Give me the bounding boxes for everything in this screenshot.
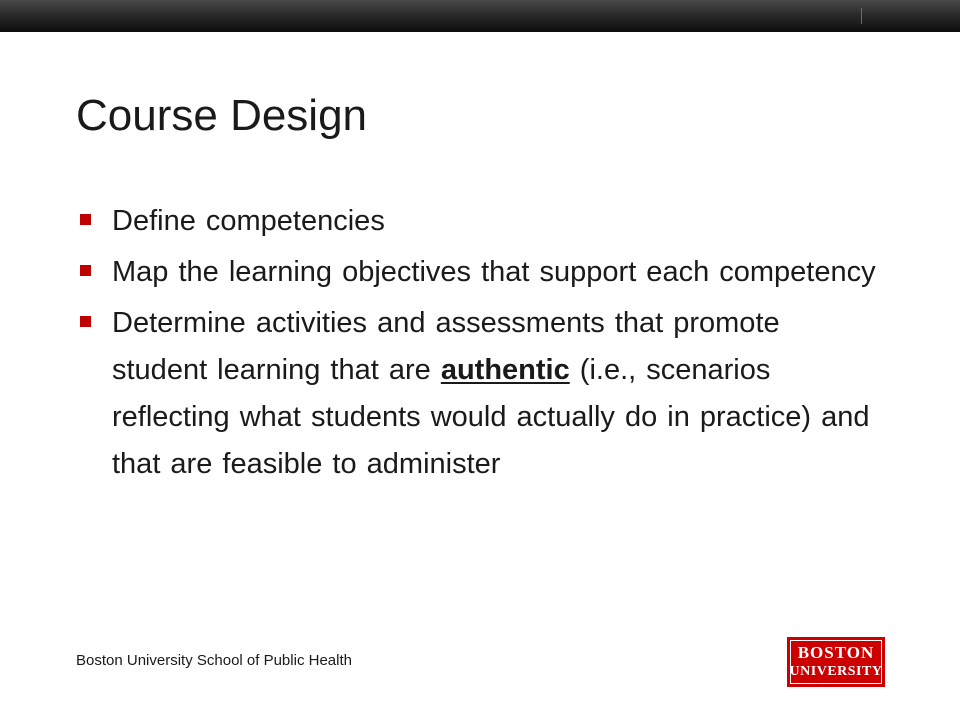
square-bullet-icon <box>80 316 91 327</box>
bullet-text-after: (i.e., scenarios reflecting what students would actually do in practice) and that are feasible to administer <box>112 354 870 480</box>
bullet-item <box>80 249 880 296</box>
square-bullet-icon <box>80 214 91 225</box>
square-bullet-icon <box>80 265 91 276</box>
logo-line-1: BOSTON <box>797 643 875 662</box>
bullet-emphasis: authentic <box>440 354 570 386</box>
bullet-text-before: Determine activities and assessments that promote student learning that are <box>112 307 780 386</box>
boston-university-logo <box>787 637 885 687</box>
bullet-item <box>80 198 880 245</box>
bullet-list <box>80 198 880 492</box>
top-header-bar <box>0 0 960 32</box>
logo-line-2: UNIVERSITY <box>789 664 883 679</box>
logo-frame <box>790 640 882 684</box>
bullet-text: Map the learning objectives that support each competency <box>112 256 876 288</box>
bullet-item <box>80 300 880 488</box>
slide-title: Course Design <box>76 91 368 140</box>
footer-institution: Boston University School of Public Health <box>76 652 352 669</box>
header-divider <box>861 8 862 24</box>
bullet-text: Define competencies <box>112 205 385 237</box>
